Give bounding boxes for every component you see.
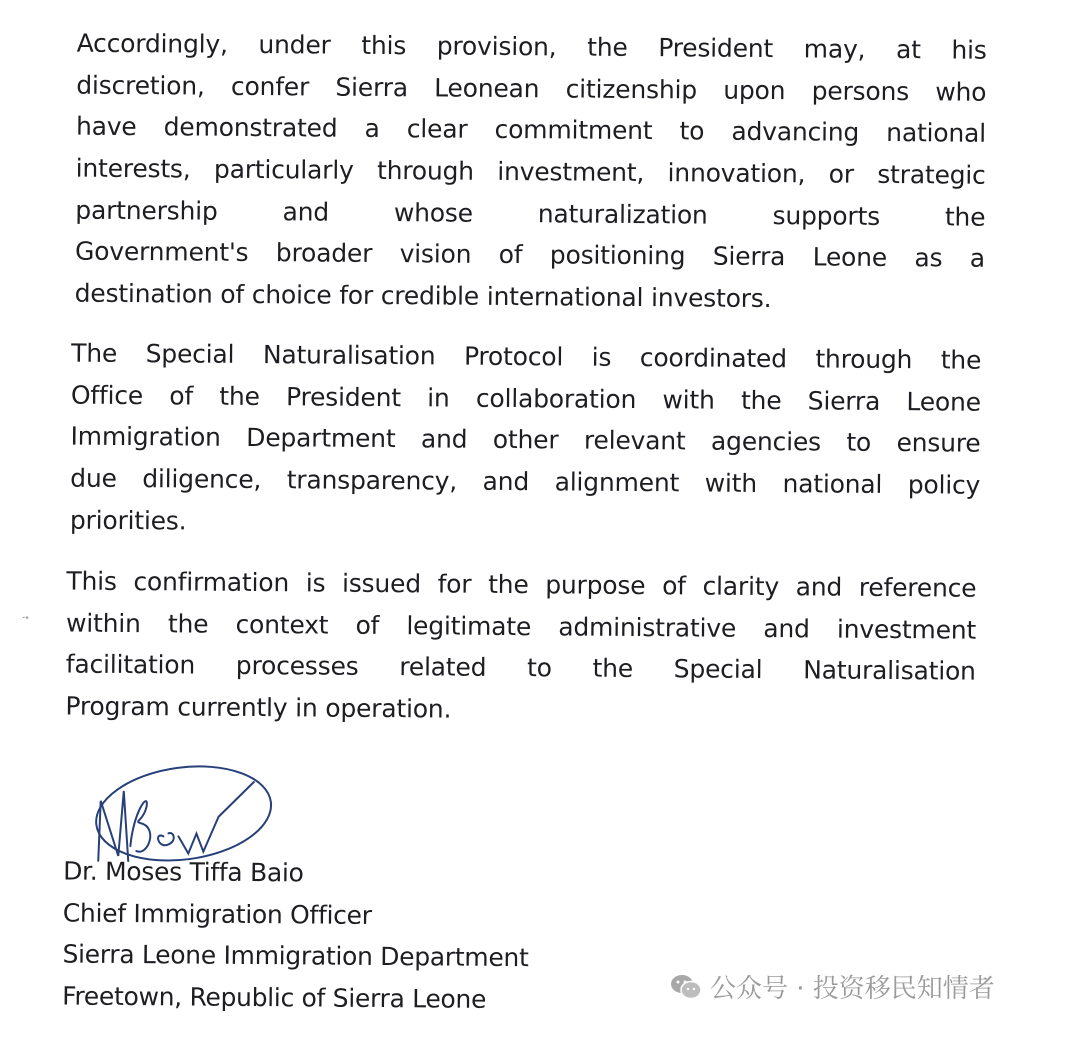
signatory-location: Freetown, Republic of Sierra Leone — [62, 981, 487, 1014]
watermark-text: 公众号 · 投资移民知情者 — [710, 974, 995, 1004]
signatory-block — [62, 851, 529, 1021]
text-line: due diligence, transparency, and alignment with national policy — [70, 463, 981, 500]
text-line: Office of the President in collaboration with the Sierra Leone — [70, 380, 981, 417]
text-line: destination of choice for credible international investors. — [74, 278, 772, 314]
signatory-name: Dr. Moses Tiffa Baio — [63, 856, 304, 888]
text-line: facilitation processes related to the Special Naturalisation — [65, 649, 976, 687]
text-line: priorities. — [69, 505, 187, 536]
signatory-department: Sierra Leone Immigration Department — [62, 939, 529, 973]
watermark — [670, 968, 995, 1005]
paragraph-presidential-discretion — [75, 23, 987, 322]
text-line: within the context of legitimate administrative and investment — [65, 608, 977, 645]
scan-speck: ˗˖ — [22, 612, 30, 623]
wechat-icon — [670, 973, 702, 1001]
text-line: Government's broader vision of positioning Sierra Leone as a — [74, 237, 986, 274]
text-line: have demonstrated a clear commitment to advancing national — [75, 111, 987, 149]
paragraph-protocol-coordination — [70, 333, 982, 549]
text-line: discretion, confer Sierra Leonean citizenship upon persons who — [76, 70, 987, 107]
text-line: Immigration Department and other relevant agencies to ensure — [70, 421, 981, 459]
text-line: Program currently in operation. — [65, 691, 452, 724]
paragraph-confirmation-purpose — [65, 561, 976, 735]
signatory-title: Chief Immigration Officer — [62, 898, 372, 930]
text-line: This confirmation is issued for the purpose of clarity and reference — [66, 566, 977, 603]
text-line: The Special Naturalisation Protocol is coordinated through the — [71, 338, 982, 375]
text-line: Accordingly, under this provision, the President may, at his — [76, 28, 987, 65]
text-line: interests, particularly through investment, innovation, or strategic — [75, 153, 986, 190]
text-line: partnership and whose naturalization supports the — [75, 195, 986, 232]
